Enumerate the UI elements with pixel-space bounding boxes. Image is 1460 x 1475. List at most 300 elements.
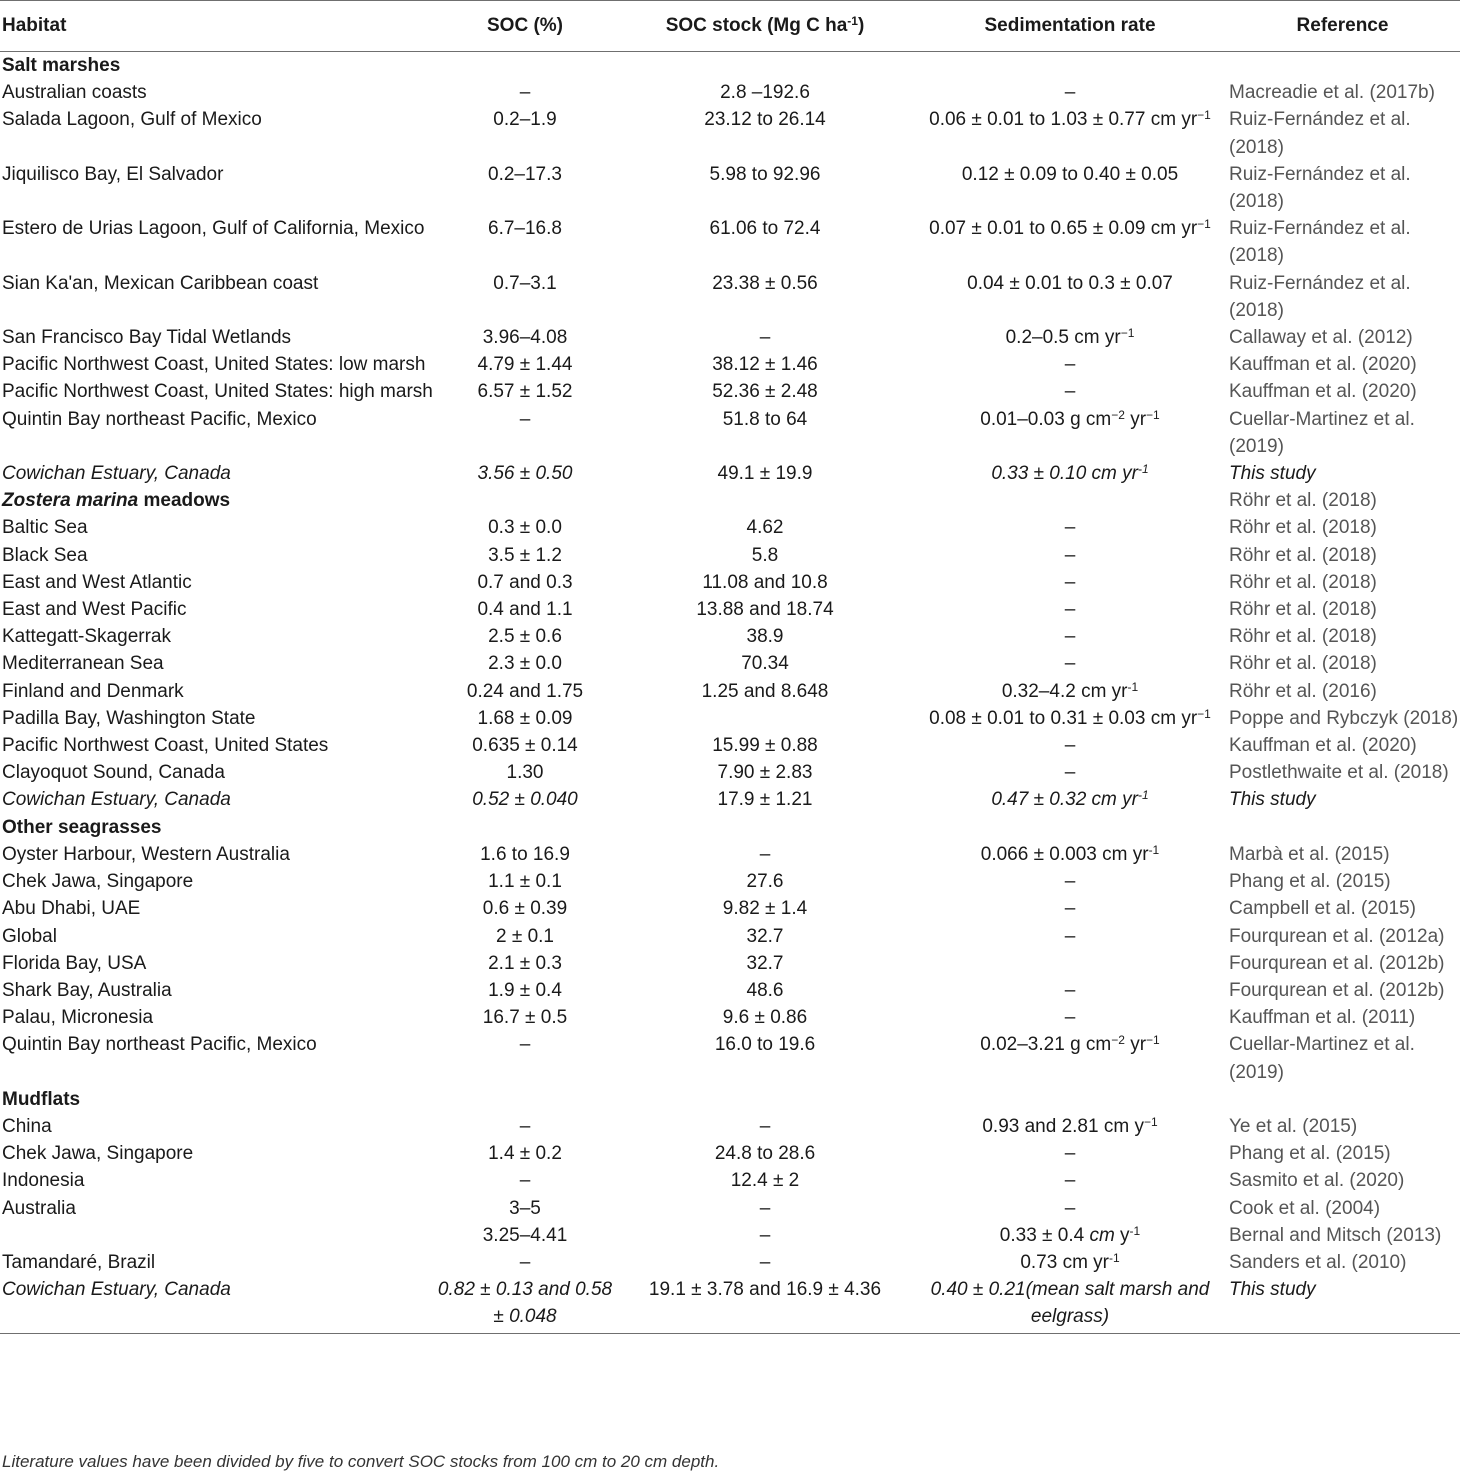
sedimentation-cell bbox=[915, 324, 1225, 351]
table-row bbox=[0, 1004, 1460, 1031]
sedimentation-value: – bbox=[1064, 1007, 1076, 1029]
sedimentation-cell bbox=[915, 514, 1225, 541]
soc-cell bbox=[435, 923, 615, 950]
habitat-cell bbox=[0, 1113, 435, 1140]
soc-value: – bbox=[519, 408, 531, 430]
reference-text: Röhr et al. (2018) bbox=[1229, 544, 1377, 566]
reference-cell bbox=[1225, 895, 1460, 922]
soc-cell bbox=[435, 514, 615, 541]
reference-text: Sanders et al. (2010) bbox=[1229, 1251, 1407, 1273]
soc-stock-cell bbox=[615, 678, 915, 705]
habitat-cell bbox=[0, 732, 435, 759]
sedimentation-value: 0.04 ± 0.01 to 0.3 ± 0.07 bbox=[967, 272, 1173, 294]
sedimentation-cell bbox=[915, 759, 1225, 786]
soc-value: – bbox=[519, 82, 531, 104]
habitat-text: meadows bbox=[138, 490, 231, 512]
table-row bbox=[0, 378, 1460, 405]
soc-stock-cell bbox=[615, 270, 915, 324]
habitat-cell bbox=[0, 569, 435, 596]
header-soc-stock-sup: -1 bbox=[847, 14, 858, 29]
reference-cell bbox=[1225, 215, 1460, 269]
soc-value: 2.1 ± 0.3 bbox=[488, 952, 562, 974]
header-soc: SOC (%) bbox=[435, 1, 615, 52]
table-row bbox=[0, 623, 1460, 650]
soc-stock-value: – bbox=[759, 843, 771, 865]
habitat-text: Abu Dhabi, UAE bbox=[2, 898, 141, 920]
soc-cell bbox=[435, 1195, 615, 1222]
section-row bbox=[0, 814, 1460, 841]
header-soc-stock-close: ) bbox=[857, 15, 865, 37]
sedimentation-cell bbox=[915, 705, 1225, 732]
sedimentation-cell bbox=[915, 895, 1225, 922]
soc-cell bbox=[435, 1167, 615, 1194]
soc-stock-cell bbox=[615, 1222, 915, 1249]
soc-cell bbox=[435, 79, 615, 106]
soc-value: 3.96–4.08 bbox=[482, 327, 568, 349]
sedimentation-exponent: −1 bbox=[1120, 326, 1135, 341]
table-row bbox=[0, 324, 1460, 351]
soc-cell bbox=[435, 487, 615, 514]
soc-value: 16.7 ± 0.5 bbox=[482, 1007, 568, 1029]
habitat-cell bbox=[0, 1276, 435, 1333]
habitat-cell bbox=[0, 650, 435, 677]
sedimentation-value: 0.40 ± 0.21(mean salt marsh and eelgrass) bbox=[930, 1279, 1210, 1328]
habitat-cell bbox=[0, 351, 435, 378]
soc-stock-value: 19.1 ± 3.78 and 16.9 ± 4.36 bbox=[648, 1279, 882, 1301]
soc-stock-cell bbox=[615, 1086, 915, 1113]
sedimentation-cell bbox=[915, 923, 1225, 950]
table-row bbox=[0, 650, 1460, 677]
sedimentation-cell bbox=[915, 487, 1225, 514]
reference-text: Phang et al. (2015) bbox=[1229, 1143, 1391, 1165]
soc-stock-value: 61.06 to 72.4 bbox=[709, 218, 821, 240]
habitat-text: Sian Ka'an, Mexican Caribbean coast bbox=[2, 272, 319, 294]
habitat-cell bbox=[0, 868, 435, 895]
habitat-text: East and West Atlantic bbox=[2, 571, 192, 593]
habitat-cell bbox=[0, 977, 435, 1004]
reference-text: Ruiz-Fernández et al. (2018) bbox=[1229, 163, 1411, 213]
habitat-text: Baltic Sea bbox=[2, 517, 88, 539]
soc-value: 0.52 ± 0.040 bbox=[472, 789, 578, 811]
soc-stock-cell bbox=[615, 1140, 915, 1167]
reference-text: Callaway et al. (2012) bbox=[1229, 327, 1413, 349]
sedimentation-unit-tail: yr bbox=[1124, 408, 1147, 430]
soc-stock-cell bbox=[615, 623, 915, 650]
habitat-cell bbox=[0, 487, 435, 514]
sedimentation-cell bbox=[915, 1276, 1225, 1333]
table-row bbox=[0, 351, 1460, 378]
soc-stock-value: 17.9 ± 1.21 bbox=[717, 789, 813, 811]
sedimentation-value: 0.06 ± 0.01 to 1.03 ± 0.77 cm yr bbox=[929, 109, 1198, 131]
reference-text: This study bbox=[1229, 463, 1316, 485]
habitat-text: China bbox=[2, 1115, 52, 1137]
sedimentation-exponent: −1 bbox=[1197, 217, 1211, 232]
soc-stock-cell bbox=[615, 514, 915, 541]
sedimentation-cell bbox=[915, 1249, 1225, 1276]
reference-text: Marbà et al. (2015) bbox=[1229, 843, 1390, 865]
reference-text: Cook et al. (2004) bbox=[1229, 1197, 1381, 1219]
sedimentation-cell bbox=[915, 52, 1225, 80]
soc-value: 2 ± 0.1 bbox=[496, 925, 554, 947]
sedimentation-cell bbox=[915, 542, 1225, 569]
habitat-text: Chek Jawa, Singapore bbox=[2, 871, 194, 893]
table-row bbox=[0, 270, 1460, 324]
reference-text: Kauffman et al. (2020) bbox=[1229, 354, 1417, 376]
soc-stock-cell bbox=[615, 351, 915, 378]
table-row bbox=[0, 514, 1460, 541]
sedimentation-exponent: −2 bbox=[1111, 407, 1125, 422]
habitat-text: Padilla Bay, Washington State bbox=[2, 707, 256, 729]
table-row bbox=[0, 460, 1460, 487]
table-row bbox=[0, 705, 1460, 732]
soc-value: 3.5 ± 1.2 bbox=[488, 544, 562, 566]
table-row bbox=[0, 569, 1460, 596]
soc-stock-value: 48.6 bbox=[746, 979, 784, 1001]
soc-cell bbox=[435, 814, 615, 841]
soc-stock-cell bbox=[615, 1195, 915, 1222]
reference-cell bbox=[1225, 1031, 1460, 1085]
sedimentation-cell bbox=[915, 351, 1225, 378]
table-row bbox=[0, 1249, 1460, 1276]
habitat-text: Mudflats bbox=[2, 1088, 81, 1110]
soc-value: 0.2–17.3 bbox=[488, 163, 562, 185]
soc-value: 1.30 bbox=[506, 762, 544, 784]
reference-cell bbox=[1225, 52, 1460, 80]
sedimentation-exponent: −1 bbox=[1143, 1114, 1158, 1129]
sedimentation-cell bbox=[915, 1195, 1225, 1222]
sedimentation-value: 0.32–4.2 cm yr bbox=[1001, 680, 1128, 702]
header-soc-stock bbox=[615, 1, 915, 52]
reference-cell bbox=[1225, 705, 1460, 732]
sedimentation-cell bbox=[915, 1031, 1225, 1085]
table-row bbox=[0, 215, 1460, 269]
soc-cell bbox=[435, 270, 615, 324]
sedimentation-value: 0.33 ± 0.4 bbox=[999, 1224, 1090, 1246]
reference-cell bbox=[1225, 406, 1460, 460]
reference-text: Kauffman et al. (2011) bbox=[1229, 1007, 1416, 1029]
reference-cell bbox=[1225, 923, 1460, 950]
sedimentation-cell bbox=[915, 79, 1225, 106]
soc-cell bbox=[435, 406, 615, 460]
habitat-cell bbox=[0, 514, 435, 541]
soc-stock-value: 15.99 ± 0.88 bbox=[712, 735, 818, 757]
soc-value: 2.3 ± 0.0 bbox=[488, 653, 562, 675]
reference-text: Fourqurean et al. (2012b) bbox=[1229, 952, 1445, 974]
soc-cell bbox=[435, 161, 615, 215]
reference-text: Fourqurean et al. (2012b) bbox=[1229, 979, 1445, 1001]
reference-text: Bernal and Mitsch (2013) bbox=[1229, 1224, 1442, 1246]
sedimentation-value: 0.47 ± 0.32 cm yr bbox=[991, 789, 1138, 811]
habitat-text: Clayoquot Sound, Canada bbox=[2, 762, 225, 784]
reference-cell bbox=[1225, 950, 1460, 977]
table-row bbox=[0, 841, 1460, 868]
sedimentation-value: – bbox=[1064, 544, 1076, 566]
soc-value: 6.57 ± 1.52 bbox=[477, 381, 573, 403]
soc-stock-value: 5.98 to 92.96 bbox=[709, 163, 821, 185]
habitat-cell bbox=[0, 759, 435, 786]
sedimentation-exponent-2: −1 bbox=[1146, 407, 1160, 422]
habitat-cell bbox=[0, 1031, 435, 1085]
habitat-text: Chek Jawa, Singapore bbox=[2, 1143, 194, 1165]
soc-stock-cell bbox=[615, 324, 915, 351]
habitat-text: Jiquilisco Bay, El Salvador bbox=[2, 163, 224, 185]
soc-value: 1.1 ± 0.1 bbox=[488, 871, 562, 893]
soc-stock-cell bbox=[615, 786, 915, 813]
reference-cell bbox=[1225, 1140, 1460, 1167]
habitat-cell bbox=[0, 923, 435, 950]
habitat-cell bbox=[0, 106, 435, 160]
sedimentation-value: 0.33 ± 0.10 cm yr bbox=[991, 463, 1138, 485]
soc-stock-cell bbox=[615, 705, 915, 732]
soc-stock-value: 23.12 to 26.14 bbox=[704, 109, 826, 131]
sedimentation-cell bbox=[915, 270, 1225, 324]
table-row bbox=[0, 1031, 1460, 1085]
reference-cell bbox=[1225, 460, 1460, 487]
soc-stock-value: 49.1 ± 19.9 bbox=[717, 463, 813, 485]
reference-cell bbox=[1225, 106, 1460, 160]
sedimentation-cell bbox=[915, 977, 1225, 1004]
sedimentation-cell bbox=[915, 623, 1225, 650]
habitat-cell bbox=[0, 786, 435, 813]
soc-stock-value: 9.82 ± 1.4 bbox=[722, 898, 808, 920]
section-row bbox=[0, 52, 1460, 80]
reference-text: Röhr et al. (2018) bbox=[1229, 599, 1377, 621]
soc-cell bbox=[435, 106, 615, 160]
reference-text: Postlethwaite et al. (2018) bbox=[1229, 762, 1449, 784]
soc-stock-cell bbox=[615, 460, 915, 487]
sedimentation-value: – bbox=[1064, 626, 1076, 648]
sedimentation-value: 0.2–0.5 cm yr bbox=[1005, 327, 1121, 349]
reference-text: Ye et al. (2015) bbox=[1229, 1115, 1358, 1137]
reference-text: This study bbox=[1229, 1279, 1316, 1301]
reference-cell bbox=[1225, 814, 1460, 841]
soc-cell bbox=[435, 378, 615, 405]
habitat-text: Mediterranean Sea bbox=[2, 653, 164, 675]
soc-cell bbox=[435, 1031, 615, 1085]
habitat-text: Pacific Northwest Coast, United States bbox=[2, 735, 329, 757]
reference-text: Campbell et al. (2015) bbox=[1229, 898, 1416, 920]
table-row bbox=[0, 1195, 1460, 1222]
habitat-text: Quintin Bay northeast Pacific, Mexico bbox=[2, 408, 317, 430]
reference-text: Ruiz-Fernández et al. (2018) bbox=[1229, 109, 1411, 158]
reference-text: Phang et al. (2015) bbox=[1229, 871, 1391, 893]
sedimentation-value: 0.08 ± 0.01 to 0.31 ± 0.03 cm yr bbox=[929, 707, 1198, 729]
habitat-text: Global bbox=[2, 925, 57, 947]
soc-cell bbox=[435, 1222, 615, 1249]
habitat-cell bbox=[0, 950, 435, 977]
soc-stock-cell bbox=[615, 487, 915, 514]
soc-cell bbox=[435, 841, 615, 868]
soc-value: 0.82 ± 0.13 and 0.58 ± 0.048 bbox=[437, 1279, 613, 1328]
soc-stock-value: 1.25 and 8.648 bbox=[701, 680, 829, 702]
reference-cell bbox=[1225, 759, 1460, 786]
soc-stock-value: 2.8 –192.6 bbox=[720, 82, 810, 104]
soc-stock-value: – bbox=[759, 1115, 771, 1137]
soc-stock-value: 32.7 bbox=[746, 925, 784, 947]
sedimentation-cell bbox=[915, 106, 1225, 160]
sedimentation-exponent-2: -1 bbox=[1129, 1223, 1141, 1238]
sedimentation-value: 0.066 ± 0.003 cm yr bbox=[980, 843, 1149, 865]
sedimentation-value: – bbox=[1064, 82, 1076, 104]
soc-stock-value: 27.6 bbox=[746, 871, 784, 893]
reference-cell bbox=[1225, 161, 1460, 215]
reference-cell bbox=[1225, 270, 1460, 324]
sedimentation-exponent: -1 bbox=[1148, 842, 1160, 857]
sedimentation-cell bbox=[915, 1222, 1225, 1249]
sedimentation-value: 0.07 ± 0.01 to 0.65 ± 0.09 cm yr bbox=[929, 218, 1198, 240]
reference-cell bbox=[1225, 1276, 1460, 1333]
soc-stock-cell bbox=[615, 406, 915, 460]
reference-cell bbox=[1225, 596, 1460, 623]
soc-cell bbox=[435, 1004, 615, 1031]
habitat-cell bbox=[0, 623, 435, 650]
habitat-text: Pacific Northwest Coast, United States: low marsh bbox=[2, 354, 426, 376]
header-reference: Reference bbox=[1225, 1, 1460, 52]
habitat-cell bbox=[0, 378, 435, 405]
habitat-text: Salada Lagoon, Gulf of Mexico bbox=[2, 109, 262, 131]
sedimentation-cell bbox=[915, 1113, 1225, 1140]
habitat-text: Salt marshes bbox=[2, 55, 121, 76]
reference-text: Kauffman et al. (2020) bbox=[1229, 735, 1417, 757]
habitat-text: Australia bbox=[2, 1197, 76, 1219]
sedimentation-exponent: -1 bbox=[1127, 679, 1139, 694]
reference-text: Macreadie et al. (2017b) bbox=[1229, 82, 1435, 104]
table-row bbox=[0, 950, 1460, 977]
habitat-cell bbox=[0, 1195, 435, 1222]
soc-stock-cell bbox=[615, 977, 915, 1004]
table-row bbox=[0, 1113, 1460, 1140]
sedimentation-value: – bbox=[1064, 1143, 1076, 1165]
soc-cell bbox=[435, 596, 615, 623]
habitat-cell bbox=[0, 324, 435, 351]
habitat-text: Finland and Denmark bbox=[2, 680, 184, 702]
table-row bbox=[0, 79, 1460, 106]
reference-cell bbox=[1225, 678, 1460, 705]
soc-stock-cell bbox=[615, 569, 915, 596]
soc-stock-cell bbox=[615, 650, 915, 677]
soc-cell bbox=[435, 868, 615, 895]
soc-cell bbox=[435, 786, 615, 813]
sedimentation-cell bbox=[915, 161, 1225, 215]
reference-cell bbox=[1225, 514, 1460, 541]
soc-value: 0.3 ± 0.0 bbox=[488, 517, 562, 539]
soc-stock-cell bbox=[615, 106, 915, 160]
soc-cell bbox=[435, 950, 615, 977]
soc-value: 4.79 ± 1.44 bbox=[477, 354, 573, 376]
reference-cell bbox=[1225, 650, 1460, 677]
sedimentation-cell bbox=[915, 406, 1225, 460]
reference-cell bbox=[1225, 623, 1460, 650]
sedimentation-cell bbox=[915, 215, 1225, 269]
reference-cell bbox=[1225, 1086, 1460, 1113]
habitat-text: Florida Bay, USA bbox=[2, 952, 147, 974]
section-row bbox=[0, 487, 1460, 514]
habitat-text: Indonesia bbox=[2, 1170, 85, 1192]
soc-stock-value: 38.12 ± 1.46 bbox=[712, 354, 818, 376]
sedimentation-cell bbox=[915, 786, 1225, 813]
soc-stock-value: 13.88 and 18.74 bbox=[696, 599, 834, 621]
table-row bbox=[0, 732, 1460, 759]
sedimentation-cell bbox=[915, 1167, 1225, 1194]
soc-cell bbox=[435, 1140, 615, 1167]
reference-text: This study bbox=[1229, 789, 1316, 811]
sedimentation-cell bbox=[915, 950, 1225, 977]
reference-cell bbox=[1225, 351, 1460, 378]
reference-text: Röhr et al. (2018) bbox=[1229, 490, 1377, 512]
table-footnote: Literature values have been divided by five to convert SOC stocks from 100 cm to 20 cm depth. bbox=[2, 1452, 720, 1471]
habitat-text: Estero de Urias Lagoon, Gulf of California, Mexico bbox=[2, 218, 425, 240]
soc-cell bbox=[435, 542, 615, 569]
sedimentation-value: – bbox=[1064, 517, 1076, 539]
soc-stock-cell bbox=[615, 841, 915, 868]
soc-cell bbox=[435, 895, 615, 922]
soc-stock-value: 23.38 ± 0.56 bbox=[712, 272, 818, 294]
habitat-text: Kattegatt-Skagerrak bbox=[2, 626, 171, 648]
table-row bbox=[0, 923, 1460, 950]
soc-value: – bbox=[519, 1251, 531, 1273]
soc-stock-value: 4.62 bbox=[746, 517, 784, 539]
reference-text: Röhr et al. (2018) bbox=[1229, 626, 1377, 648]
soc-cell bbox=[435, 759, 615, 786]
soc-cell bbox=[435, 460, 615, 487]
habitat-cell bbox=[0, 1167, 435, 1194]
soc-value: 0.2–1.9 bbox=[493, 109, 557, 131]
sedimentation-value: – bbox=[1064, 381, 1076, 403]
header-habitat: Habitat bbox=[0, 1, 435, 52]
soc-stock-cell bbox=[615, 1113, 915, 1140]
sedimentation-cell bbox=[915, 1004, 1225, 1031]
habitat-text: Cowichan Estuary, Canada bbox=[2, 463, 231, 485]
soc-cell bbox=[435, 351, 615, 378]
sedimentation-unit-tail: y bbox=[1114, 1224, 1130, 1246]
sedimentation-value: – bbox=[1064, 979, 1076, 1001]
table-row bbox=[0, 678, 1460, 705]
sedimentation-value: – bbox=[1064, 1170, 1076, 1192]
soc-cell bbox=[435, 1276, 615, 1333]
sedimentation-value: 0.02–3.21 g cm bbox=[980, 1034, 1112, 1056]
soc-cell bbox=[435, 1249, 615, 1276]
sedimentation-exponent-2: −1 bbox=[1146, 1033, 1160, 1048]
sedimentation-value: 0.01–0.03 g cm bbox=[980, 408, 1112, 430]
soc-stock-value: 24.8 to 28.6 bbox=[714, 1143, 816, 1165]
header-soc-stock-text: SOC stock (Mg C ha bbox=[665, 15, 848, 37]
table-row bbox=[0, 406, 1460, 460]
habitat-text: Palau, Micronesia bbox=[2, 1007, 154, 1029]
soc-stock-cell bbox=[615, 1031, 915, 1085]
sedimentation-cell bbox=[915, 678, 1225, 705]
reference-cell bbox=[1225, 841, 1460, 868]
habitat-text: Black Sea bbox=[2, 544, 88, 566]
reference-cell bbox=[1225, 1113, 1460, 1140]
sedimentation-value: – bbox=[1064, 735, 1076, 757]
soc-value: 0.24 and 1.75 bbox=[466, 680, 584, 702]
soc-stock-value: 70.34 bbox=[741, 653, 789, 675]
habitat-cell bbox=[0, 1222, 435, 1249]
habitat-text: Cowichan Estuary, Canada bbox=[2, 789, 231, 811]
table-row bbox=[0, 1276, 1460, 1333]
soc-stock-value: 5.8 bbox=[751, 544, 779, 566]
sedimentation-value: – bbox=[1064, 653, 1076, 675]
sedimentation-value: 0.93 and 2.81 cm y bbox=[982, 1115, 1144, 1137]
soc-stock-value: 51.8 to 64 bbox=[722, 408, 808, 430]
sedimentation-value: – bbox=[1064, 762, 1076, 784]
reference-cell bbox=[1225, 378, 1460, 405]
sedimentation-value: – bbox=[1064, 354, 1076, 376]
habitat-cell bbox=[0, 79, 435, 106]
table-row bbox=[0, 759, 1460, 786]
section-row bbox=[0, 1086, 1460, 1113]
soc-stock-value: – bbox=[759, 1224, 771, 1246]
